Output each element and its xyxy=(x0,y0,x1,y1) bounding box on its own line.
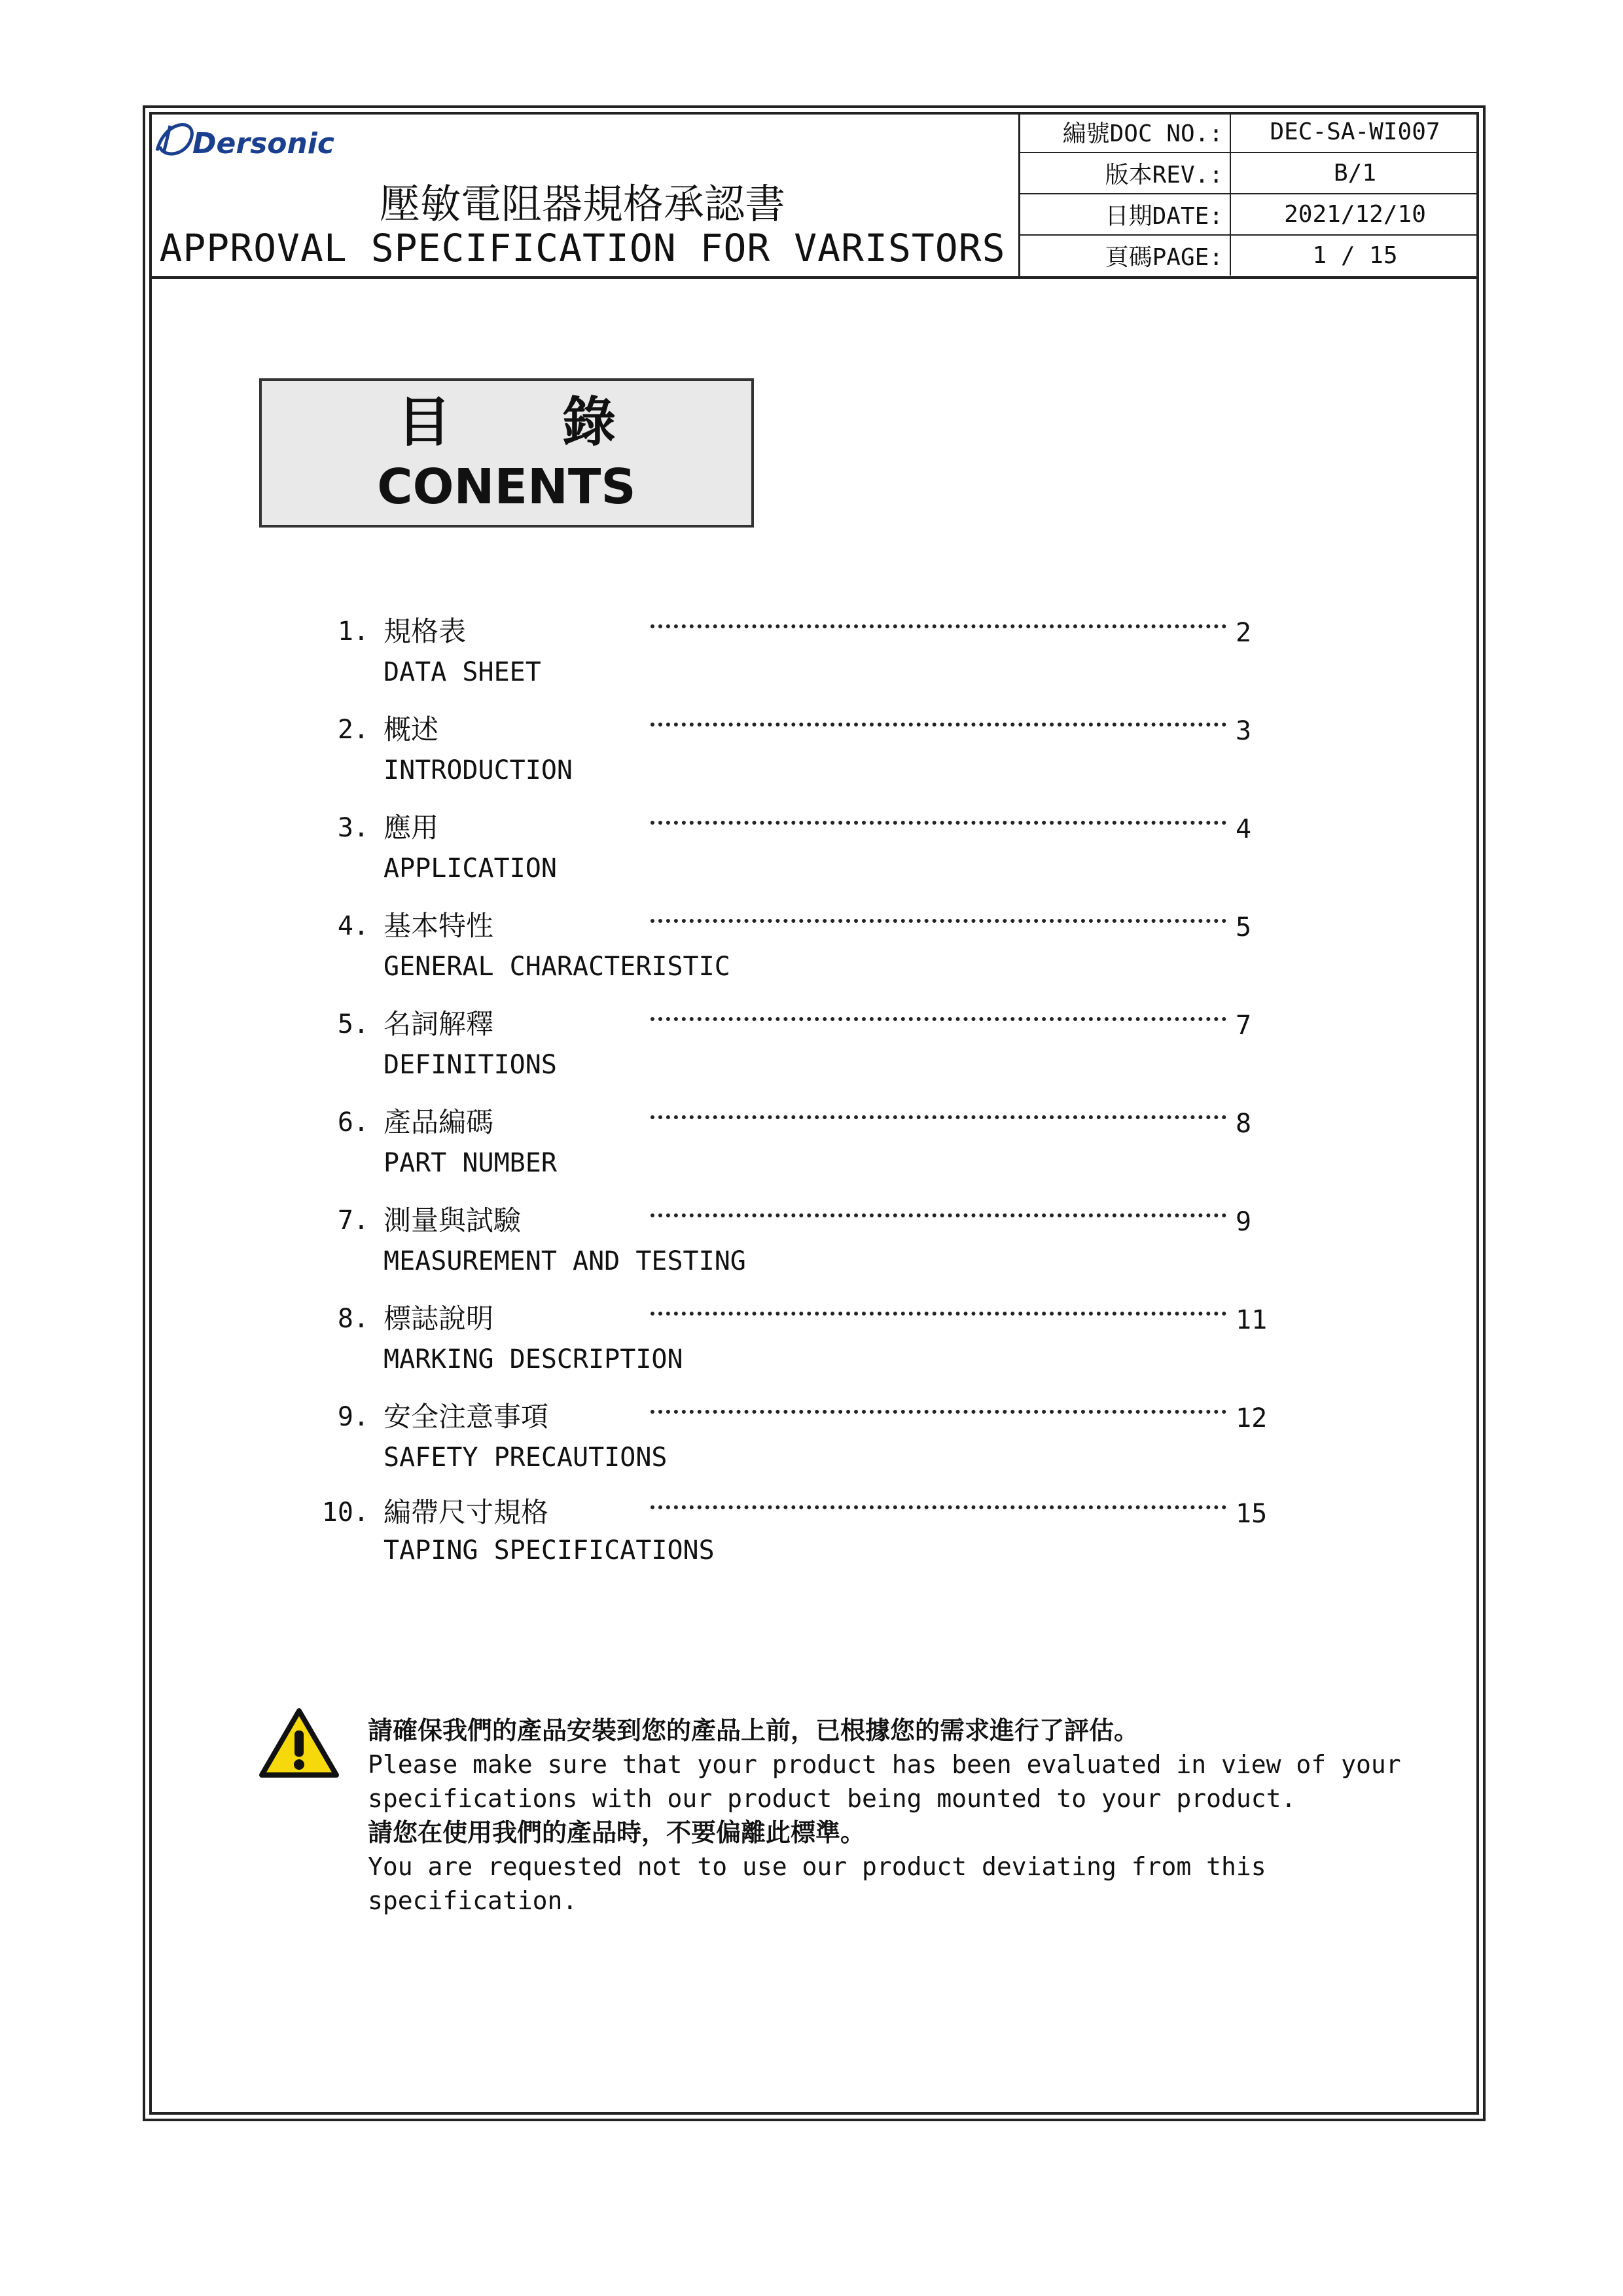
toc-title-cn: 概述 xyxy=(383,713,439,745)
toc-leader-dots xyxy=(651,1017,1226,1021)
logo-text: Dersonic xyxy=(192,127,334,160)
toc-number: 4. xyxy=(337,911,369,941)
header-divider xyxy=(149,276,1479,279)
toc-page-number: 11 xyxy=(1236,1305,1268,1335)
toc-title-cn: 產品編碼 xyxy=(383,1106,494,1138)
toc-leader-dots xyxy=(651,1115,1226,1119)
toc-title-en: DEFINITIONS xyxy=(383,1050,557,1080)
toc-page-number: 5 xyxy=(1236,912,1252,942)
toc-title-en: MARKING DESCRIPTION xyxy=(383,1344,683,1374)
toc-title-en: GENERAL CHARACTERISTIC xyxy=(383,952,730,982)
toc-title-cn: 應用 xyxy=(383,812,439,844)
toc-leader-dots xyxy=(651,624,1226,628)
toc-title-en: INTRODUCTION xyxy=(383,755,573,785)
toc-item[interactable] xyxy=(0,810,1623,895)
toc-title-cn: 標誌說明 xyxy=(383,1302,494,1335)
toc-number: 2. xyxy=(337,715,369,745)
info-row-doc-no xyxy=(1020,112,1479,152)
toc-number: 6. xyxy=(337,1107,369,1138)
toc-item[interactable] xyxy=(0,1399,1623,1484)
toc-page-number: 2 xyxy=(1236,618,1252,648)
toc-title-cn: 基本特性 xyxy=(383,910,494,942)
toc-page-number: 7 xyxy=(1236,1011,1252,1041)
toc-leader-dots xyxy=(651,1213,1226,1217)
toc-item[interactable] xyxy=(0,908,1623,994)
toc-number: 7. xyxy=(337,1206,369,1236)
document-info-table xyxy=(1020,112,1479,276)
toc-title-cn: 測量與試驗 xyxy=(383,1204,522,1236)
toc-title-en: DATA SHEET xyxy=(383,657,541,687)
notice-line-en: specifications with our product being mounted to your product. xyxy=(368,1784,1296,1813)
toc-leader-dots xyxy=(651,1312,1226,1316)
info-label: 編號DOC NO.: xyxy=(1020,112,1230,152)
toc-page-number: 8 xyxy=(1236,1109,1252,1139)
toc-title-en: PART NUMBER xyxy=(383,1148,557,1178)
toc-item[interactable] xyxy=(0,1105,1623,1190)
toc-number: 3. xyxy=(337,813,369,843)
toc-number: 5. xyxy=(337,1009,369,1039)
toc-title-en: SAFETY PRECAUTIONS xyxy=(383,1443,668,1473)
toc-item[interactable] xyxy=(0,1203,1623,1288)
toc-item[interactable] xyxy=(0,1007,1623,1092)
toc-title-cn: 編帶尺寸規格 xyxy=(383,1496,549,1528)
toc-item[interactable] xyxy=(0,712,1623,797)
info-label: 頁碼PAGE: xyxy=(1020,235,1230,276)
toc-leader-dots xyxy=(651,1505,1226,1509)
toc-title-cn: 名詞解釋 xyxy=(383,1008,494,1040)
contents-title-en: CONENTS xyxy=(377,459,636,515)
toc-page-number: 4 xyxy=(1236,814,1252,844)
notice-line-cn: 請您在使用我們的產品時，不要偏離此標準。 xyxy=(368,1818,866,1847)
notice-line-en: Please make sure that your product has been evaluated in view of your xyxy=(368,1750,1401,1779)
notice-line-en: specification. xyxy=(368,1886,578,1915)
safety-notice xyxy=(368,1713,1401,1918)
info-row-date xyxy=(1020,194,1479,235)
toc-item[interactable] xyxy=(0,1495,1623,1580)
info-label: 版本REV.: xyxy=(1020,152,1230,194)
dersonic-logo xyxy=(152,113,387,165)
info-value: DEC-SA-WI007 xyxy=(1230,112,1479,152)
toc-title-en: MEASUREMENT AND TESTING xyxy=(383,1246,746,1276)
info-value: B/1 xyxy=(1230,152,1479,194)
toc-page-number: 3 xyxy=(1236,716,1252,746)
info-row-page xyxy=(1020,235,1479,276)
toc-title-en: APPLICATION xyxy=(383,853,557,884)
toc-leader-dots xyxy=(651,919,1226,923)
info-value: 2021/12/10 xyxy=(1230,194,1479,235)
info-row-rev xyxy=(1020,152,1479,194)
toc-number: 10. xyxy=(321,1498,369,1528)
toc-title-en: TAPING SPECIFICATIONS xyxy=(383,1535,715,1566)
toc-leader-dots xyxy=(651,723,1226,726)
toc-page-number: 9 xyxy=(1236,1207,1252,1237)
toc-item[interactable] xyxy=(0,1301,1623,1386)
warning-icon xyxy=(258,1707,340,1779)
toc-leader-dots xyxy=(651,821,1226,825)
contents-title-cn: 目錄 xyxy=(397,391,727,454)
toc-title-cn: 規格表 xyxy=(383,615,467,647)
toc-number: 1. xyxy=(337,617,369,647)
info-value: 1 / 15 xyxy=(1312,242,1398,269)
toc-page-number: 12 xyxy=(1236,1403,1268,1433)
document-title-cn: 壓敏電阻器規格承認書 xyxy=(379,180,785,228)
contents-heading-box xyxy=(259,378,754,528)
document-title-en: APPROVAL SPECIFICATION FOR VARISTORS xyxy=(159,226,1006,270)
toc-title-cn: 安全注意事項 xyxy=(383,1401,549,1433)
notice-line-en: You are requested not to use our product deviating from this xyxy=(368,1852,1266,1881)
toc-number: 8. xyxy=(337,1304,369,1334)
notice-line-cn: 請確保我們的產品安裝到您的產品上前，已根據您的需求進行了評估。 xyxy=(368,1716,1139,1745)
info-label: 日期DATE: xyxy=(1020,194,1230,235)
toc-page-number: 15 xyxy=(1236,1499,1268,1529)
toc-item[interactable] xyxy=(0,614,1623,699)
toc-leader-dots xyxy=(651,1410,1226,1414)
toc-number: 9. xyxy=(337,1402,369,1432)
